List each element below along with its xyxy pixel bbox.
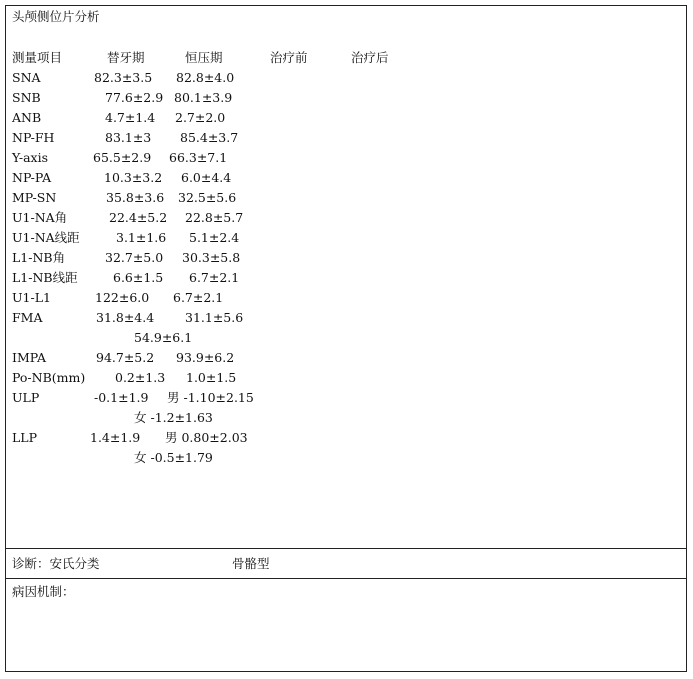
permanent-dentition-value: 31.1±5.6 <box>185 310 244 325</box>
mixed-dentition-value: 82.3±3.5 <box>94 70 153 85</box>
permanent-dentition-value: 6.7±2.1 <box>189 270 240 285</box>
permanent-dentition-value: 32.5±5.6 <box>178 190 237 205</box>
mechanism-label: 病因机制： <box>12 584 75 599</box>
analysis-form <box>5 5 687 672</box>
measure-item: Po-NB(mm) <box>12 370 86 385</box>
measure-item: L1-NB线距 <box>12 270 78 285</box>
header-before-treatment: 治疗前 <box>270 50 308 65</box>
permanent-dentition-value: 1.0±1.5 <box>186 370 237 385</box>
measure-item: LLP <box>12 430 38 445</box>
diagnosis-value: 骨骼型 <box>232 556 270 571</box>
mixed-dentition-value: 22.4±5.2 <box>109 210 168 225</box>
diagnosis-label: 诊断：安氏分类 <box>12 556 100 571</box>
permanent-dentition-value: 女 -0.5±1.79 <box>134 450 213 465</box>
permanent-dentition-value: 85.4±3.7 <box>180 130 239 145</box>
mixed-dentition-value: 35.8±3.6 <box>106 190 165 205</box>
mixed-dentition-value: 0.2±1.3 <box>115 370 166 385</box>
measure-item: FMA <box>12 310 43 325</box>
permanent-dentition-value: 54.9±6.1 <box>134 330 193 345</box>
mixed-dentition-value: 4.7±1.4 <box>105 110 156 125</box>
measure-item: NP-PA <box>12 170 52 185</box>
permanent-dentition-value: 男 0.80±2.03 <box>165 430 248 445</box>
permanent-dentition-value: 80.1±3.9 <box>174 90 233 105</box>
mixed-dentition-value: 6.6±1.5 <box>113 270 164 285</box>
mixed-dentition-value: 1.4±1.9 <box>90 430 141 445</box>
measure-item: NP-FH <box>12 130 55 145</box>
measure-item: ANB <box>12 110 42 125</box>
measure-item: MP-SN <box>12 190 57 205</box>
header-item: 测量项目 <box>12 50 63 65</box>
mixed-dentition-value: 65.5±2.9 <box>93 150 152 165</box>
permanent-dentition-value: 66.3±7.1 <box>169 150 228 165</box>
permanent-dentition-value: 93.9±6.2 <box>176 350 235 365</box>
permanent-dentition-value: 82.8±4.0 <box>176 70 235 85</box>
mixed-dentition-value: 83.1±3 <box>105 130 152 145</box>
measure-item: U1-L1 <box>12 290 51 305</box>
form-title: 头颅侧位片分析 <box>12 9 100 24</box>
mixed-dentition-value: 94.7±5.2 <box>96 350 155 365</box>
mixed-dentition-value: 31.8±4.4 <box>96 310 155 325</box>
mixed-dentition-value: 32.7±5.0 <box>105 250 164 265</box>
measure-item: IMPA <box>12 350 47 365</box>
measurement-section <box>6 6 686 548</box>
mixed-dentition-value: 122±6.0 <box>95 290 150 305</box>
header-permanent-dentition: 恒压期 <box>185 50 223 65</box>
mixed-dentition-value: 77.6±2.9 <box>105 90 164 105</box>
permanent-dentition-value: 22.8±5.7 <box>185 210 244 225</box>
measure-item: L1-NB角 <box>12 250 66 265</box>
mixed-dentition-value: -0.1±1.9 <box>94 390 149 405</box>
measure-item: SNA <box>12 70 41 85</box>
permanent-dentition-value: 6.0±4.4 <box>181 170 232 185</box>
permanent-dentition-value: 2.7±2.0 <box>175 110 226 125</box>
mixed-dentition-value: 10.3±3.2 <box>104 170 163 185</box>
mechanism-section <box>6 578 686 671</box>
permanent-dentition-value: 男 -1.10±2.15 <box>167 390 254 405</box>
permanent-dentition-value: 5.1±2.4 <box>189 230 240 245</box>
measure-item: SNB <box>12 90 41 105</box>
diagnosis-section <box>6 548 686 579</box>
header-after-treatment: 治疗后 <box>351 50 389 65</box>
measure-item: Y-axis <box>12 150 49 165</box>
permanent-dentition-value: 30.3±5.8 <box>182 250 241 265</box>
measure-item: ULP <box>12 390 40 405</box>
mixed-dentition-value: 3.1±1.6 <box>116 230 167 245</box>
measure-item: U1-NA角 <box>12 210 68 225</box>
permanent-dentition-value: 女 -1.2±1.63 <box>134 410 213 425</box>
measure-item: U1-NA线距 <box>12 230 80 245</box>
header-mixed-dentition: 替牙期 <box>107 50 145 65</box>
permanent-dentition-value: 6.7±2.1 <box>173 290 224 305</box>
